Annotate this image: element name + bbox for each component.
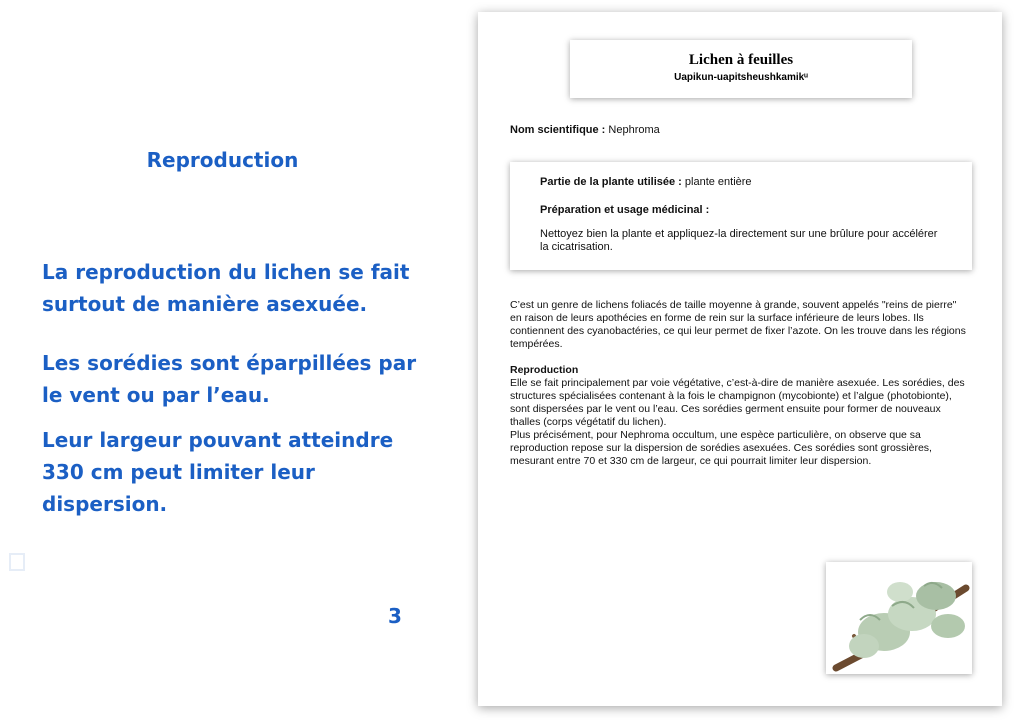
faint-decoration-icon: [8, 552, 26, 572]
scientific-name-value: Nephroma: [608, 124, 660, 136]
plant-part-value: plante entière: [684, 176, 752, 188]
slide-heading: Reproduction: [146, 148, 299, 172]
slide-page-number: 3: [388, 604, 402, 628]
slide-paragraph: Les sorédies sont éparpillées par le vent ou par l’eau.: [42, 351, 417, 407]
document-subtitle: Uapikun-uapitsheushkamikᵘ: [674, 72, 808, 83]
slide-paragraph: La reproduction du lichen se fait surtout de manière asexuée.: [42, 260, 410, 316]
preparation-label: Préparation et usage médicinal :: [540, 204, 710, 216]
slide-panel: [0, 0, 470, 727]
lichen-photo: [826, 562, 972, 674]
scientific-name-label: Nom scientifique :: [510, 124, 606, 136]
document-page: [478, 12, 1002, 706]
reproduction-paragraph: Plus précisément, pour Nephroma occultum, une espèce particulière, on observe que sa reproduction repose sur la dispersion de sorédies asexuées. Ces sorédies sont grossières, mesurant entre 70 et 330 cm de largeur, ce qui pourrait limiter leur dispersion.: [510, 429, 932, 467]
lichen-illustration: [826, 562, 972, 674]
description-text: C’est un genre de lichens foliacés de taille moyenne à grande, souvent appelés "reins de pierre" en raison de leurs apothécies en forme de rein sur la surface inférieure de leurs lobes. Ils contiennent des cyanobactéries, ce qui leur permet de fixer l’azote. On les trouve dans les régions tempérées.: [510, 299, 966, 350]
plant-part-line: [540, 176, 752, 188]
reproduction-paragraph: Elle se fait principalement par voie végétative, c’est-à-dire de manière asexuée. Les sorédies, des structures spécialisées contenant à la fois le champignon (mycobionte) et l’algue (photobionte), sont dispersées par le vent ou l’eau. Ces sorédies germent ensuite pour former de nouveaux thalles (corps végétatif du lichen).: [510, 377, 965, 428]
scientific-name: [510, 124, 660, 136]
reproduction-section: [510, 364, 970, 468]
preparation-text: Nettoyez bien la plante et appliquez-la directement sur une brûlure pour accélérer la cicatrisation.: [540, 228, 938, 253]
plant-part-label: Partie de la plante utilisée :: [540, 176, 682, 188]
usage-info-box: [510, 162, 972, 270]
slide-paragraph: Leur largeur pouvant atteindre 330 cm peut limiter leur dispersion.: [42, 428, 394, 516]
document-title: Lichen à feuilles: [688, 52, 794, 68]
reproduction-title: Reproduction: [510, 364, 579, 376]
title-box: [570, 40, 912, 98]
